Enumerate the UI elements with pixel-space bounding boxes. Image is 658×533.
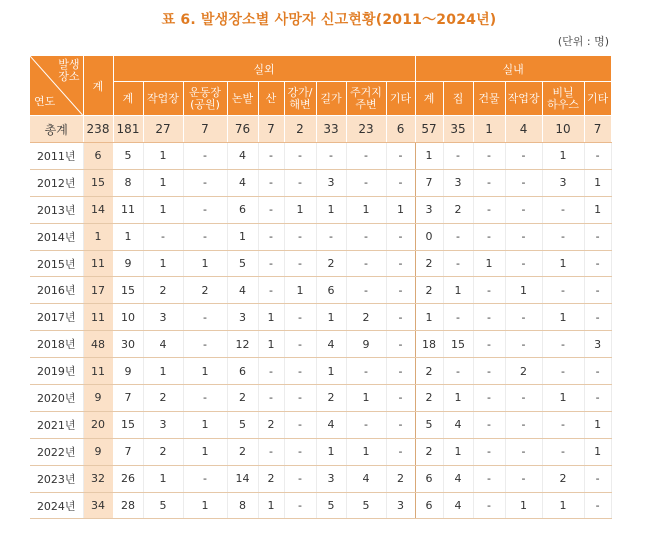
data-cell: - [284,331,316,358]
data-cell: - [505,250,542,277]
total-cell: 27 [143,116,183,143]
data-cell: 9 [346,331,386,358]
outdoor-col-header: 주거지 주변 [346,82,386,116]
data-cell: - [258,223,284,250]
year-cell: 2020년 [30,385,83,412]
data-cell: - [505,304,542,331]
data-cell: - [584,304,611,331]
data-cell: - [473,331,505,358]
data-cell: 1 [346,196,386,223]
data-cell: - [542,358,584,385]
data-cell: - [584,492,611,519]
total-cell: 76 [227,116,258,143]
grand-total-header: 계 [83,56,113,116]
year-cell: 2018년 [30,331,83,358]
data-cell: 2 [415,438,443,465]
data-cell: 2 [258,465,284,492]
data-cell: 1 [542,385,584,412]
table-row [30,438,611,465]
data-cell: 2 [143,385,183,412]
data-cell: 6 [316,277,346,304]
data-cell: - [183,143,227,170]
data-cell: - [443,223,473,250]
data-cell: 3 [143,304,183,331]
data-cell: 1 [143,250,183,277]
data-cell: - [473,465,505,492]
year-cell: 2015년 [30,250,83,277]
data-cell: - [346,223,386,250]
total-cell: 2 [284,116,316,143]
data-cell: 2 [415,277,443,304]
total-cell: 33 [316,116,346,143]
data-cell: 2 [316,250,346,277]
outdoor-group-header: 실외 [113,56,415,82]
data-cell: - [346,250,386,277]
data-cell: 15 [113,277,143,304]
data-cell: 6 [227,196,258,223]
data-cell: 4 [443,465,473,492]
corner-label-top-2: 장소 [58,70,80,83]
data-cell: - [183,169,227,196]
grand-total-cell: 20 [83,411,113,438]
data-cell: - [386,331,415,358]
grand-total-cell: 15 [83,169,113,196]
data-cell: 3 [584,331,611,358]
data-cell: - [473,385,505,412]
data-cell: 1 [183,411,227,438]
data-cell: 2 [346,304,386,331]
outdoor-col-header: 계 [113,82,143,116]
data-cell: - [183,196,227,223]
data-cell: 2 [415,385,443,412]
data-cell: - [542,196,584,223]
indoor-col-header: 집 [443,82,473,116]
data-cell: 1 [258,304,284,331]
data-cell: 3 [386,492,415,519]
data-cell: 1 [584,169,611,196]
data-cell: - [316,143,346,170]
data-cell: 1 [584,411,611,438]
data-cell: - [542,223,584,250]
total-cell: 6 [386,116,415,143]
data-cell: 1 [542,250,584,277]
data-cell: 18 [415,331,443,358]
data-cell: - [505,143,542,170]
data-cell: 1 [183,492,227,519]
data-cell: 5 [346,492,386,519]
indoor-col-header: 작업장 [505,82,542,116]
table-row [30,492,611,519]
data-cell: 4 [227,169,258,196]
table-row [30,143,611,170]
year-cell: 2022년 [30,438,83,465]
data-cell: - [505,331,542,358]
data-cell: 8 [227,492,258,519]
grand-total-cell: 11 [83,304,113,331]
data-cell: 1 [542,492,584,519]
data-cell: - [443,358,473,385]
data-cell: 1 [316,358,346,385]
data-cell: 6 [415,465,443,492]
data-cell: - [386,277,415,304]
data-cell: - [258,250,284,277]
year-cell: 2019년 [30,358,83,385]
data-cell: 5 [415,411,443,438]
total-cell: 10 [542,116,584,143]
data-cell: 1 [143,358,183,385]
data-cell: - [258,143,284,170]
data-cell: 3 [415,196,443,223]
year-cell: 2013년 [30,196,83,223]
data-cell: - [473,438,505,465]
data-cell: 1 [443,438,473,465]
data-cell: - [284,385,316,412]
outdoor-col-header: 논밭 [227,82,258,116]
year-cell: 2017년 [30,304,83,331]
stats-table [30,56,612,519]
data-cell: - [346,358,386,385]
data-cell: - [284,465,316,492]
indoor-group-header: 실내 [415,56,611,82]
data-cell: 3 [143,411,183,438]
total-cell: 4 [505,116,542,143]
data-cell: 2 [183,277,227,304]
data-cell: 5 [113,143,143,170]
data-cell: - [443,250,473,277]
data-cell: 2 [143,277,183,304]
data-cell: - [542,438,584,465]
data-cell: 26 [113,465,143,492]
data-cell: - [505,385,542,412]
data-cell: 30 [113,331,143,358]
data-cell: - [505,169,542,196]
data-cell: 2 [415,358,443,385]
data-cell: - [316,223,346,250]
total-cell: 181 [113,116,143,143]
data-cell: 2 [143,438,183,465]
corner-label-year: 연도 [34,95,56,108]
data-cell: 12 [227,331,258,358]
data-cell: 1 [183,358,227,385]
data-cell: - [284,411,316,438]
data-cell: - [473,411,505,438]
data-cell: - [284,143,316,170]
year-cell: 2012년 [30,169,83,196]
grand-total-cell: 9 [83,385,113,412]
data-cell: - [284,223,316,250]
data-cell: - [473,143,505,170]
subheader-row [30,82,611,116]
data-cell: 1 [542,143,584,170]
outdoor-col-header: 작업장 [143,82,183,116]
data-cell: 4 [443,492,473,519]
data-cell: 2 [542,465,584,492]
data-cell: - [284,358,316,385]
data-cell: - [346,277,386,304]
grand-total-cell: 1 [83,223,113,250]
data-cell: 1 [542,304,584,331]
data-cell: 4 [227,277,258,304]
data-cell: - [258,385,284,412]
grand-total-cell: 6 [83,143,113,170]
data-cell: - [505,223,542,250]
data-cell: - [346,169,386,196]
total-cell: 23 [346,116,386,143]
table-row [30,304,611,331]
data-cell: 1 [415,304,443,331]
data-cell: 2 [227,438,258,465]
data-cell: - [386,143,415,170]
data-cell: - [584,465,611,492]
data-cell: 4 [316,331,346,358]
indoor-col-header: 건물 [473,82,505,116]
total-row [30,116,611,143]
data-cell: 14 [227,465,258,492]
data-cell: 1 [473,250,505,277]
data-cell: - [505,196,542,223]
data-cell: 7 [113,385,143,412]
data-cell: - [284,250,316,277]
data-cell: 15 [113,411,143,438]
data-cell: 1 [143,143,183,170]
grand-total-cell: 48 [83,331,113,358]
data-cell: - [505,465,542,492]
data-cell: 2 [258,411,284,438]
data-cell: - [386,358,415,385]
year-cell: 2024년 [30,492,83,519]
data-cell: 1 [415,143,443,170]
table-row [30,385,611,412]
data-cell: 4 [227,143,258,170]
grand-total-cell: 17 [83,277,113,304]
data-cell: - [386,169,415,196]
data-cell: - [584,143,611,170]
data-cell: - [284,169,316,196]
data-cell: 1 [443,277,473,304]
data-cell: - [258,358,284,385]
data-cell: 3 [316,465,346,492]
data-cell: - [473,277,505,304]
data-cell: 9 [113,358,143,385]
data-cell: 1 [143,465,183,492]
data-cell: - [386,250,415,277]
data-cell: - [505,438,542,465]
table-row [30,411,611,438]
data-cell: 5 [227,411,258,438]
table-row [30,223,611,250]
corner-header [30,56,83,116]
data-cell: - [386,385,415,412]
grand-total-cell: 32 [83,465,113,492]
data-cell: 1 [584,438,611,465]
indoor-col-header: 비닐 하우스 [542,82,584,116]
total-row-label: 총계 [30,116,83,143]
grand-total-cell: 34 [83,492,113,519]
data-cell: - [473,223,505,250]
data-cell: 7 [113,438,143,465]
data-cell: 8 [113,169,143,196]
data-cell: - [542,411,584,438]
data-cell: 2 [316,385,346,412]
outdoor-col-header: 강가/ 해변 [284,82,316,116]
data-cell: 1 [143,169,183,196]
total-cell: 7 [183,116,227,143]
data-cell: 1 [284,196,316,223]
data-cell: 6 [227,358,258,385]
data-cell: 2 [443,196,473,223]
total-cell: 7 [584,116,611,143]
data-cell: - [284,304,316,331]
grand-total-cell: 14 [83,196,113,223]
data-cell: 1 [143,196,183,223]
data-cell: 4 [316,411,346,438]
data-cell: 1 [346,438,386,465]
data-cell: 0 [415,223,443,250]
data-cell: 5 [143,492,183,519]
data-cell: 2 [227,385,258,412]
table-row [30,331,611,358]
data-cell: 1 [346,385,386,412]
data-cell: - [386,438,415,465]
data-cell: - [473,304,505,331]
data-cell: - [346,411,386,438]
grand-total-cell: 11 [83,358,113,385]
data-cell: - [284,438,316,465]
data-cell: 1 [316,196,346,223]
data-cell: 4 [346,465,386,492]
data-cell: - [386,304,415,331]
data-cell: 1 [227,223,258,250]
corner-label-top-1: 발생 [58,58,80,71]
data-cell: 3 [227,304,258,331]
data-cell: 4 [443,411,473,438]
data-cell: - [346,143,386,170]
year-cell: 2016년 [30,277,83,304]
data-cell: - [183,331,227,358]
year-cell: 2021년 [30,411,83,438]
data-cell: 4 [143,331,183,358]
data-cell: 3 [316,169,346,196]
data-cell: 9 [113,250,143,277]
year-cell: 2023년 [30,465,83,492]
data-cell: - [542,331,584,358]
data-cell: 1 [284,277,316,304]
data-cell: - [258,196,284,223]
data-cell: 15 [443,331,473,358]
table-row [30,277,611,304]
data-cell: 3 [542,169,584,196]
data-cell: - [386,411,415,438]
total-cell: 7 [258,116,284,143]
data-cell: - [258,169,284,196]
data-cell: 28 [113,492,143,519]
data-cell: 1 [386,196,415,223]
data-cell: 2 [386,465,415,492]
data-cell: - [183,465,227,492]
data-cell: - [584,277,611,304]
data-cell: - [473,196,505,223]
data-cell: 1 [316,304,346,331]
data-cell: - [258,277,284,304]
data-cell: 1 [258,492,284,519]
data-cell: - [284,492,316,519]
total-cell: 35 [443,116,473,143]
data-cell: - [443,304,473,331]
outdoor-col-header: 길가 [316,82,346,116]
data-cell: - [183,304,227,331]
data-cell: 3 [443,169,473,196]
data-cell: 6 [415,492,443,519]
year-cell: 2014년 [30,223,83,250]
data-cell: - [473,358,505,385]
total-cell: 1 [473,116,505,143]
indoor-col-header: 계 [415,82,443,116]
year-cell: 2011년 [30,143,83,170]
data-cell: - [183,385,227,412]
data-cell: 2 [505,358,542,385]
table-row [30,358,611,385]
outdoor-col-header: 산 [258,82,284,116]
indoor-col-header: 기타 [584,82,611,116]
data-cell: 10 [113,304,143,331]
total-cell: 238 [83,116,113,143]
data-cell: 1 [316,438,346,465]
data-cell: - [386,223,415,250]
data-cell: 5 [227,250,258,277]
table-row [30,250,611,277]
data-cell: - [505,411,542,438]
data-cell: 1 [505,492,542,519]
data-cell: 1 [584,196,611,223]
data-cell: - [584,223,611,250]
data-cell: - [584,358,611,385]
grand-total-cell: 9 [83,438,113,465]
data-cell: - [258,438,284,465]
data-cell: 1 [113,223,143,250]
unit-label: (단위 : 명) [557,35,609,48]
data-cell: 1 [183,250,227,277]
table-row [30,196,611,223]
data-cell: - [584,250,611,277]
data-cell: - [473,492,505,519]
data-cell: - [542,277,584,304]
data-cell: 1 [443,385,473,412]
table-header [30,56,611,116]
grand-total-cell: 11 [83,250,113,277]
outdoor-col-header: 운동장 (공원) [183,82,227,116]
data-cell: 1 [258,331,284,358]
table-body [30,116,611,519]
data-cell: - [443,143,473,170]
data-cell: 2 [415,250,443,277]
total-cell: 57 [415,116,443,143]
data-cell: - [183,223,227,250]
outdoor-col-header: 기타 [386,82,415,116]
data-cell: 7 [415,169,443,196]
table-row [30,465,611,492]
data-cell: - [143,223,183,250]
table-title: 표 6. 발생장소별 사망자 신고현황(2011～2024년) [161,12,497,28]
data-cell: 5 [316,492,346,519]
data-cell: - [473,169,505,196]
data-cell: - [584,385,611,412]
table-row [30,169,611,196]
data-cell: 1 [183,438,227,465]
data-cell: 11 [113,196,143,223]
data-cell: 1 [505,277,542,304]
